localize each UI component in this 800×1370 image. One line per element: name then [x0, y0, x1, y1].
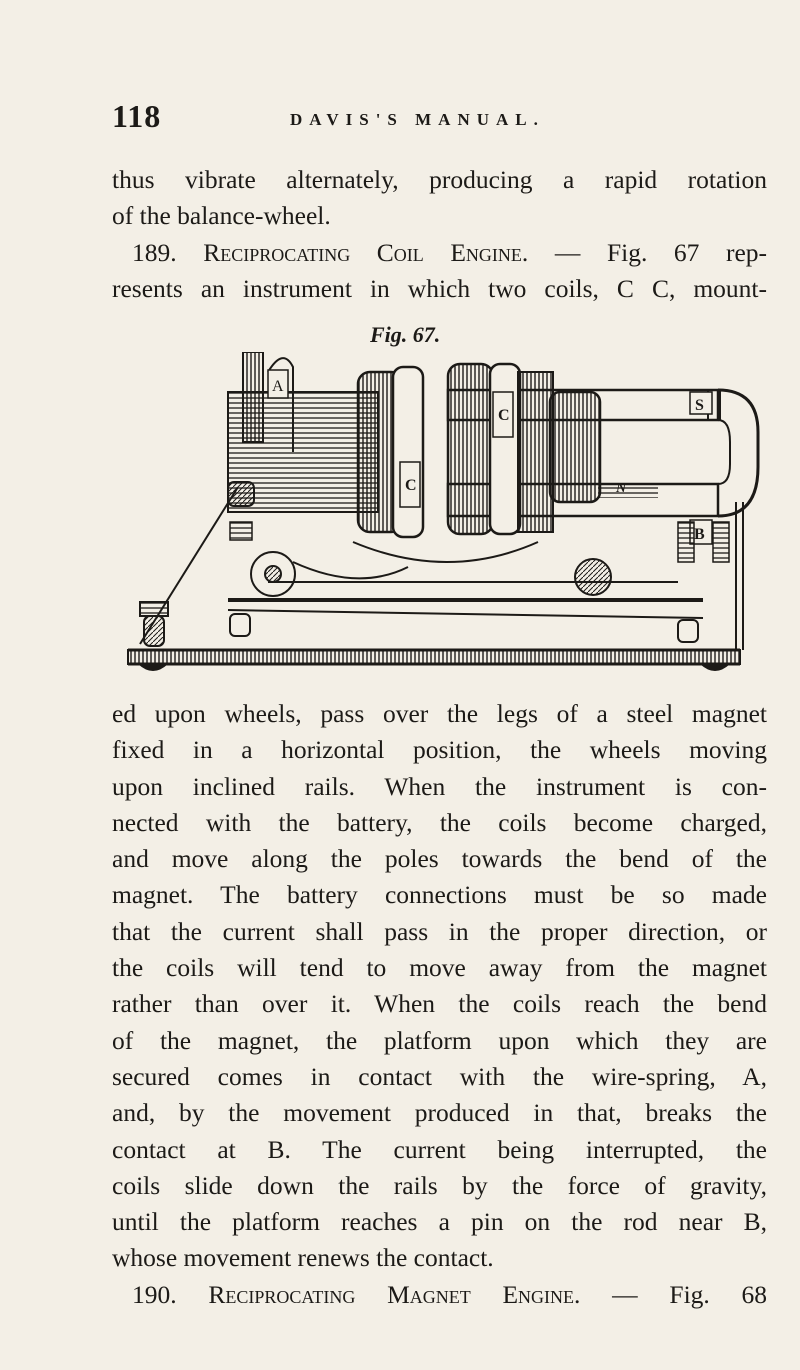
- label-a: A: [272, 378, 284, 395]
- text-line: thus vibrate alternately, producing a rapid rotation: [112, 165, 767, 194]
- text-line: and move along the poles towards the bend of the: [112, 844, 767, 874]
- figure-caption: Fig. 67.: [370, 322, 441, 347]
- text-line: of the balance-wheel.: [112, 201, 331, 231]
- label-b: B: [694, 526, 705, 543]
- text-line: and, by the movement produced in that, breaks the: [112, 1098, 767, 1128]
- label-c-middle: C: [405, 477, 417, 494]
- opening-paragraphs: [112, 162, 767, 307]
- section-title: Reciprocating Coil Engine. —: [203, 237, 581, 267]
- base-board: [128, 650, 740, 671]
- reciprocating-coil-engine-illustration: [118, 352, 768, 697]
- text-line: the coils will tend to move away from the magnet: [112, 953, 767, 983]
- text-line: nected with the battery, the coils become charged,: [112, 807, 767, 837]
- text-line: until the platform reaches a pin on the rod near B,: [112, 1207, 767, 1237]
- text-line: ed upon wheels, pass over the legs of a steel magnet: [112, 699, 767, 728]
- text-line: contact at B. The current being interrupted, the: [112, 1134, 767, 1164]
- running-head: DAVIS'S MANUAL.: [290, 110, 545, 129]
- text-line: that the current shall pass in the proper direction, or: [112, 916, 767, 946]
- page-number: 118: [112, 98, 162, 134]
- text-line: upon inclined rails. When the instrument is con-: [112, 771, 767, 801]
- text-fragment: Fig. 67 rep-: [606, 237, 768, 267]
- text-line: fixed in a horizontal position, the wheels moving: [112, 735, 767, 765]
- section-title: Reciprocating Magnet Engine. —: [208, 1279, 638, 1309]
- text-line: resents an instrument in which two coils, C C, mount-: [112, 273, 767, 303]
- text-fragment: Fig. 68: [669, 1279, 768, 1309]
- text-line: whose movement renews the contact.: [112, 1243, 494, 1273]
- text-line: secured comes in contact with the wire-spring, A,: [112, 1061, 767, 1091]
- left-binding-post: [140, 602, 168, 646]
- label-n: N: [616, 481, 627, 496]
- section-number: 190.: [132, 1279, 177, 1309]
- body-paragraph: [112, 696, 767, 1313]
- section-189-heading: [112, 235, 767, 271]
- text-line: of the magnet, the platform upon which they are: [112, 1025, 767, 1055]
- section-190-heading: [112, 1277, 767, 1313]
- label-s: S: [695, 397, 704, 414]
- coil-wheels: [251, 542, 611, 596]
- label-c-top: C: [498, 407, 510, 424]
- text-line: coils slide down the rails by the force of gravity,: [112, 1170, 767, 1200]
- section-number: 189.: [132, 237, 177, 267]
- page-header: [112, 98, 752, 138]
- inclined-rails: [228, 582, 703, 618]
- text-line: rather than over it. When the coils reach the bend: [112, 989, 767, 1019]
- text-line: magnet. The battery connections must be so made: [112, 880, 767, 910]
